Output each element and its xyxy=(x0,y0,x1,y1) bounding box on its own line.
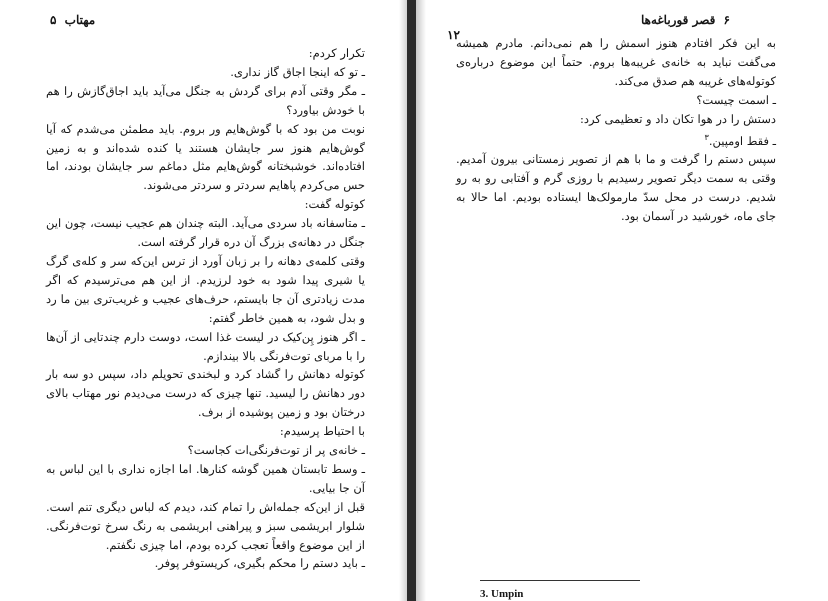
paragraph: ـ متاسفانه باد سردی می‌آید. البته چندان هم عجیب نیست، چون این جنگل در دهانه‌ی بزرگ آن دره قرار گرفته است. xyxy=(46,216,365,250)
paragraph: نوبت من بود که با گوش‌هایم ور بروم. باید مطمئن می‌شدم که آیا گوش‌هایم هنوز سر جایشان هستند یا کنده شده‌اند و به زمین افتاده‌اند. خوشبختانه گوش‌هایم مثل دماغم سر جایشان بودند، اما حس می‌کردم پاهایم سردتر و سردتر می‌شوند. xyxy=(46,121,365,193)
paragraph xyxy=(456,129,776,151)
paragraph: تکرار کردم: xyxy=(308,46,365,60)
header-title: مهتاب xyxy=(64,13,96,27)
paragraph: ـ وسط تابستان همین گوشه کنارها. اما اجازه نداری با این لباس به آن جا بیایی. xyxy=(46,461,365,495)
paragraph: ـ خانه‌ی پر از توت‌فرنگی‌ات کجاست؟ xyxy=(187,443,365,458)
running-header-left xyxy=(46,13,95,27)
page-number: ۵ xyxy=(50,13,57,27)
paragraph: کوتوله گفت: xyxy=(304,197,365,212)
running-header-right xyxy=(641,13,734,27)
paragraph: قبل از این‌که جمله‌اش را تمام کند، دیدم که لباس دیگری تنم است. شلوار ابریشمی سبز و پیراهنی ابریشمی به رنگ سرخ توت‌فرنگی. از این موضوع واقعاً تعجب کرده بودم، اما چیزی نگفتم. xyxy=(46,499,365,552)
paragraph: دستش را در هوا تکان داد و تعظیمی کرد: xyxy=(580,111,776,126)
paragraph: به این فکر افتادم هنوز اسمش را هم نمی‌دانم. مادرم همیشه می‌گفت نباید به خانه‌ی غریبه‌ها بروم. حتماً این موضوع درباره‌ی کوتوله‌های غریبه هم صدق می‌کند. xyxy=(456,36,776,88)
gutter-shadow-right xyxy=(416,0,426,601)
paragraph: با احتیاط پرسیدم: xyxy=(279,424,365,439)
paragraph: کوتوله دهانش را گشاد کرد و لبخندی تحویلم داد، سپس دو سه بار دور دهانش را لیسید. تنها چیزی که درست می‌دیدم نور مهتاب بالای درختان بود و زمین پوشیده از برف. xyxy=(46,367,365,420)
paragraph-text: ـ فقط اومپین. xyxy=(708,133,776,148)
header-title: قصر قورباغه‌ها xyxy=(640,13,716,27)
paragraph: ـ مگر وقتی آدم برای گردش به جنگل می‌آید باید اجاق‌گازش را هم با خودش بیاورد؟ xyxy=(46,83,365,117)
paragraph: ـ اسمت چیست؟ xyxy=(696,92,776,107)
paragraph: ـ اگر هنوز پِن‌کیک در لیست غذا است، دوست دارم چندتایی از آن‌ها را با مربای توت‌فرنگی بالا بیندازم. xyxy=(46,329,365,363)
page-number: ۶ xyxy=(723,13,730,27)
body-text xyxy=(46,44,365,573)
paragraph: ـ باید دستم را محکم بگیری، کریستوفر پوفر. xyxy=(154,556,365,571)
paragraph: سپس دستم را گرفت و ما با هم از تصویر زمستانی بیرون آمدیم. وقتی به سمت دیگر تصویر رسیدیم با روزی گرم و آفتابی رو به رو شدیم. درست در محل سدّ مارمولک‌ها ایستاده بودیم. اما حالا به جای ماه، خورشید در آسمان بود. xyxy=(456,152,776,223)
paragraph: ـ تو که اینجا اجاق گاز نداری. xyxy=(230,64,365,79)
left-page xyxy=(0,0,407,601)
footnote-rule xyxy=(480,580,640,581)
footnote-reference: ۳ xyxy=(704,132,709,142)
right-page xyxy=(416,0,828,601)
book-gutter xyxy=(407,0,416,601)
body-text xyxy=(456,34,776,226)
paragraph: وقتی کلمه‌ی دهانه را بر زبان آورد از ترس این‌که سر و کله‌ی گرگ یا شیری پیدا شود به خود لرزیدم. از این هم می‌ترسیدم که اگر مدت زیادتری آن جا بایستم، حرف‌های عجیب و غریب‌تری بین ما رد و بدل شود، به همین خاطر گفتم: xyxy=(46,253,365,325)
footnote: 3. Umpin xyxy=(480,588,524,600)
margin-note: ۱۲ xyxy=(447,28,460,42)
gutter-shadow-left xyxy=(399,0,407,601)
